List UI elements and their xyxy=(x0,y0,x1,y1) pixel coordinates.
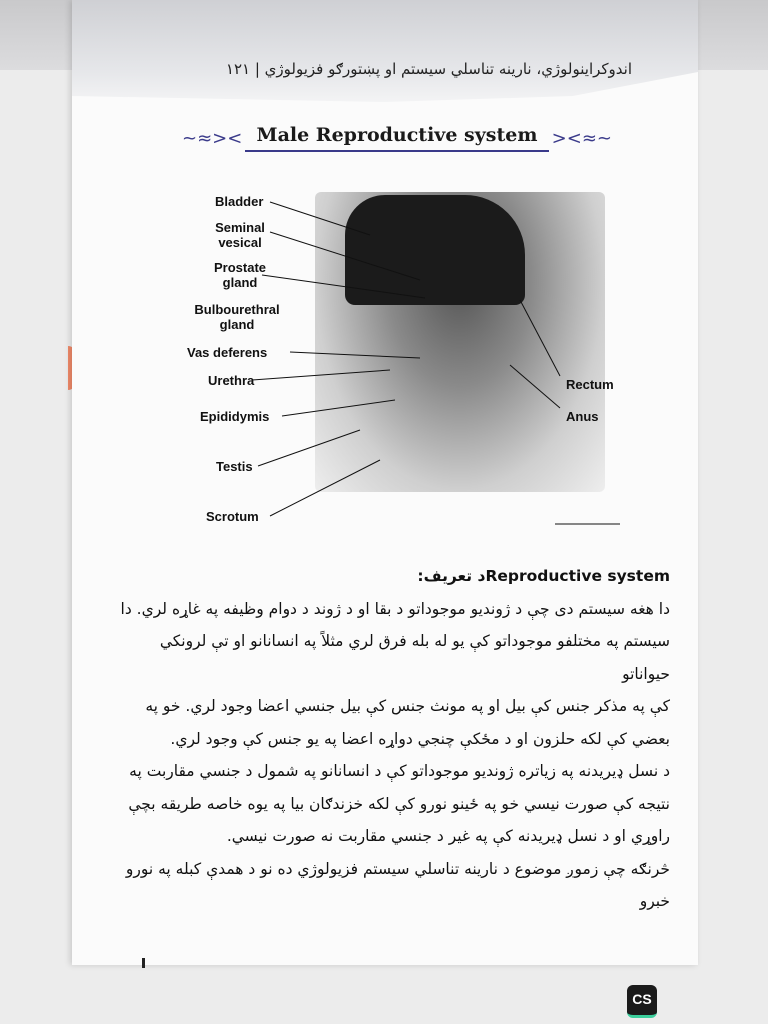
body-line: راوړي او د نسل ډیریدنه کې په غیر د جنسي مقاربت نه صورت نیسي. xyxy=(226,827,670,845)
body-line: بعضي کې لکه حلزون او د مځکې چنجي دواړه اعضا په یو جنس کې وجود لري. xyxy=(170,729,670,748)
label-epididymis: Epididymis xyxy=(200,409,270,424)
body-text xyxy=(120,560,670,918)
label-testis: Testis xyxy=(216,459,253,474)
page-mark xyxy=(142,958,145,968)
body-line: نتیجه کې صورت نیسي خو په ځینو نورو کې لکه خزندګان بیا په یوه خاصه طریقه بچې xyxy=(128,794,670,813)
label-vas-deferens: Vas deferens xyxy=(187,345,268,360)
label-prostate-gland: Prostate gland xyxy=(213,260,267,290)
anatomy-figure xyxy=(187,190,630,530)
label-urethra: Urethra xyxy=(208,373,255,388)
label-seminal-vesical: Seminal vesical xyxy=(215,220,265,250)
label-anus: Anus xyxy=(566,409,599,424)
ornament-left-icon: ~≈>< xyxy=(182,128,243,149)
camscanner-badge-icon[interactable]: CS xyxy=(627,985,657,1018)
label-bulbourethral-gland: Bulbourethral gland xyxy=(194,302,280,332)
definition-heading: Reproductive systemد تعریف: xyxy=(417,567,670,585)
section-title-block xyxy=(182,120,612,166)
section-title: Male Reproductive system xyxy=(245,120,550,152)
body-line: څرنګه چې زموږ موضوع د نارینه تناسلي سیستم فزیولوژي ده نو د همدې کبله په نورو خبرو xyxy=(125,859,670,910)
label-bladder: Bladder xyxy=(215,194,264,209)
label-rectum: Rectum xyxy=(566,377,614,392)
label-scrotum: Scrotum xyxy=(206,509,259,524)
body-line: سیستم په مختلفو موجوداتو کې یو له بله فرق لري مثلاً په انسانانو او تې لرونکي حیواناتو xyxy=(159,632,670,683)
body-line: د نسل ډیریدنه په زیاتره ژوندیو موجوداتو کې د انسانانو په شمول د جنسي مقاربت په xyxy=(129,762,670,780)
running-head: اندوکراینولوژي، نارینه تناسلي سیستم او پښتورګو فزیولوژي | ۱۲۱ xyxy=(225,60,632,78)
body-line: کې په مذکر جنس کې بیل او په مونث جنس کې بیل جنسي اعضا وجود لري. خو په xyxy=(145,697,670,715)
ornament-right-icon: ><≈~ xyxy=(551,128,612,149)
body-line: دا هغه سیستم دی چې د ژوندیو موجوداتو د بقا او د ژوند د دوام وظیفه په غاړه لري. دا xyxy=(120,599,670,618)
